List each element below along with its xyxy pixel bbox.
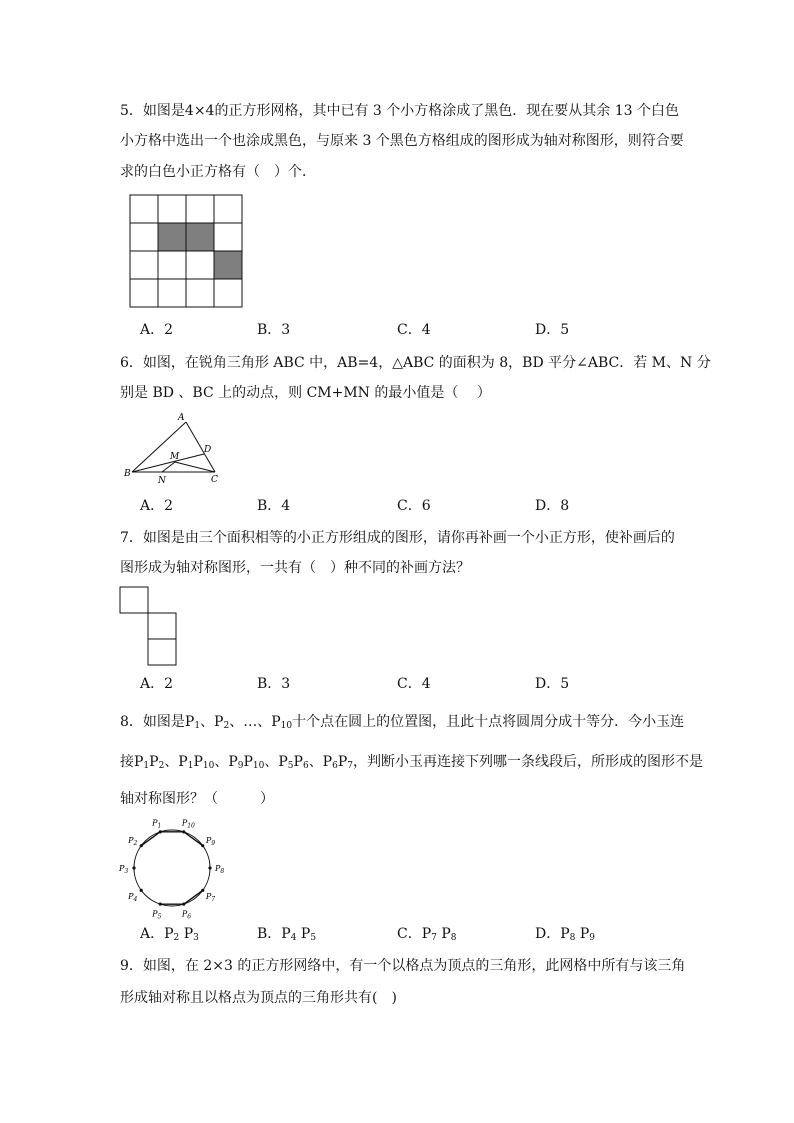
grid-cell — [214, 195, 242, 223]
grid-cell — [130, 223, 158, 251]
label-a: A — [178, 413, 185, 423]
q7-squares-figure — [118, 585, 180, 669]
q5-line-2: 小方格中选出一个也涂成黑色，与原来 3 个黑色方格组成的图形成为轴对称图形，则符合要 — [120, 133, 684, 149]
q8-line-3: 轴对称图形？（ ） — [120, 791, 274, 807]
q7-line-2: 图形成为轴对称图形，一共有（ ）种不同的补画方法？ — [120, 560, 470, 576]
point-label: $P_1$ — [152, 818, 162, 830]
q5-grid-figure — [128, 193, 244, 309]
shaded-cell — [186, 223, 214, 251]
q8-line-1-prefix: 8．如图是P — [120, 714, 195, 730]
q8-line-2: 接$P_1P_2$、$P_1P_{10}$、$P_9P_{10}$、$P_5P_6$、$P_6P_7$，判断小玉再连接下列哪一条线段后，所形成的图形不是 — [120, 754, 703, 771]
q8-line-1: 8．如图是$P_1$、$P_2$、…、$P_{10}$十个点在圆上的位置图，且此十点将圆周分成十等分．今小玉连 — [120, 714, 685, 731]
circle-point — [140, 889, 143, 892]
circle-point — [140, 844, 143, 847]
q6-option-d: D．8 — [535, 498, 570, 514]
q9-line-1: 9．如图，在 2×3 的正方形网络中，有一个以格点为顶点的三角形，此网格中所有与该三角 — [120, 958, 686, 974]
point-label: $P_6$ — [181, 909, 192, 920]
chord-segment — [184, 832, 203, 846]
q5-option-b: B．3 — [257, 322, 291, 338]
q8-option-b: B．$P_4$ $P_5$ — [257, 926, 317, 943]
q5-option-c: C．4 — [397, 322, 431, 338]
label-c: C — [211, 475, 218, 485]
point-label: $P_3$ — [119, 864, 129, 875]
grid-cell — [130, 279, 158, 307]
grid-cell — [186, 251, 214, 279]
q7-option-d: D．5 — [535, 676, 570, 692]
grid-cell — [214, 223, 242, 251]
circle — [134, 830, 210, 906]
grid-cell — [158, 251, 186, 279]
chord-segment — [141, 832, 160, 846]
chord-segment — [184, 890, 203, 904]
q6-triangle-figure — [120, 410, 230, 490]
circle-point — [208, 866, 211, 869]
q8-line-2-prefix: 接 — [120, 754, 134, 770]
q8-option-a: A．$P_2$ $P_3$ — [140, 926, 199, 943]
point-label: $P_4$ — [128, 892, 138, 904]
shaded-cell — [214, 251, 242, 279]
circle-point — [182, 830, 185, 833]
q5-option-d: D．5 — [535, 322, 570, 338]
q9-line-2: 形成轴对称且以格点为顶点的三角形共有( ) — [120, 990, 397, 1006]
q5-line-1: 5．如图是4×4的正方形网格，其中已有 3 个小方格涂成了黑色．现在要从其余 13 个白色 — [120, 103, 679, 119]
q8-line-1-rest: 十个点在圆上的位置图，且此十点将圆周分成十等分．今小玉连 — [292, 714, 685, 730]
circle-point — [201, 889, 204, 892]
point-label: $P_9$ — [205, 835, 216, 847]
q8-option-c: C．$P_7$ $P_8$ — [397, 926, 457, 943]
circle-point — [132, 866, 135, 869]
grid-cell — [158, 279, 186, 307]
q6-line-2: 别是 BD 、BC 上的动点，则 CM+MN 的最小值是（ ） — [120, 385, 491, 401]
label-b: B — [124, 469, 131, 479]
q6-option-c: C．6 — [397, 498, 431, 514]
shaded-cell — [158, 223, 186, 251]
label-n: N — [158, 476, 166, 486]
q6-option-b: B．4 — [257, 498, 291, 514]
q8-circle-figure — [112, 812, 232, 920]
grid-cell — [130, 251, 158, 279]
label-d: D — [204, 445, 212, 455]
circle-point — [159, 903, 162, 906]
q8-line-2-rest: ，判断小玉再连接下列哪一条线段后，所形成的图形不是 — [353, 754, 703, 770]
q6-option-a: A．2 — [140, 498, 174, 514]
point-label: $P_2$ — [128, 835, 138, 847]
grid-cell — [186, 195, 214, 223]
circle-point — [159, 830, 162, 833]
point-label: $P_5$ — [152, 909, 162, 920]
q7-option-a: A．2 — [140, 676, 174, 692]
point-label: $P_8$ — [215, 864, 225, 875]
point-label: $P_7$ — [205, 892, 216, 904]
grid-cell — [158, 195, 186, 223]
label-m: M — [170, 452, 180, 462]
circle-point — [201, 844, 204, 847]
grid-cell — [130, 195, 158, 223]
q8-option-d: D．$P_8$ $P_9$ — [535, 926, 595, 943]
q7-option-b: B．3 — [257, 676, 291, 692]
q7-line-1: 7．如图是由三个面积相等的小正方形组成的图形，请你再补画一个小正方形，使补画后的 — [120, 530, 675, 546]
q5-line-3: 求的白色小正方格有（ ）个． — [120, 164, 316, 180]
grid-cell — [214, 279, 242, 307]
circle-point — [182, 903, 185, 906]
q7-option-c: C．4 — [397, 676, 431, 692]
q5-option-a: A．2 — [140, 322, 174, 338]
grid-cell — [186, 279, 214, 307]
q6-line-1: 6．如图，在锐角三角形 ABC 中，AB=4，△ABC 的面积为 8，BD 平分∠ABC．若 M、N 分 — [120, 355, 711, 371]
point-label: $P_{10}$ — [181, 818, 195, 830]
